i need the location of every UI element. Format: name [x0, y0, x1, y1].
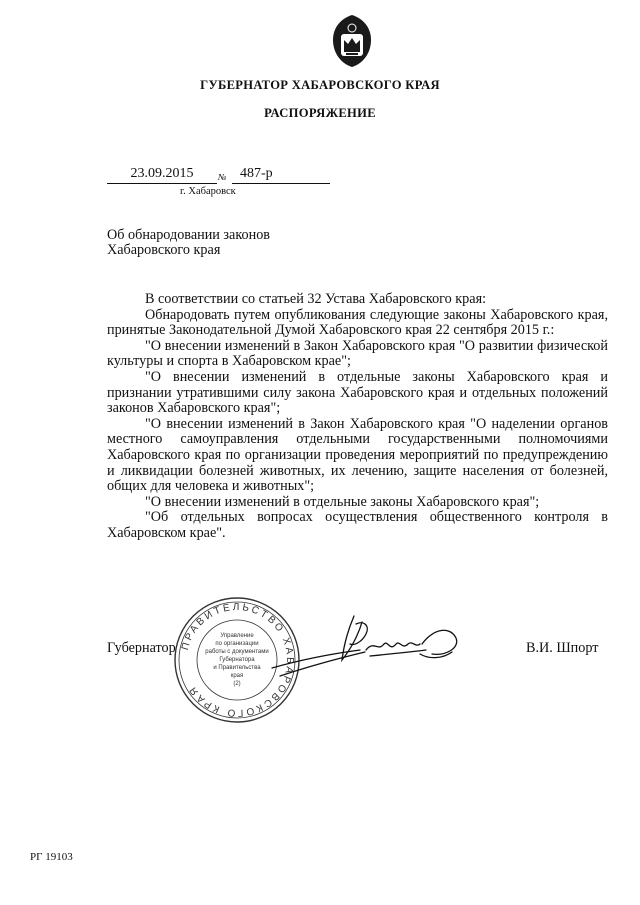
seal-inner-line: и Правительства [213, 665, 261, 671]
body-paragraph: "О внесении изменений в Закон Хабаровского края "О развитии физической культуры и спорта в Хабаровском крае"; [107, 337, 608, 370]
body-paragraph: В соответствии со статьей 32 Устава Хабаровского края: [145, 291, 487, 307]
document-city: г. Хабаровск [180, 186, 236, 197]
seal-inner-line: Управление [220, 633, 254, 639]
seal-inner-line: (2) [233, 681, 241, 687]
seal-inner-line: Губернатора [219, 657, 255, 663]
body-paragraph: "О внесении изменений в отдельные законы Хабаровского края и признании утратившими силу закона Хабаровского края и отдельных положений законов Хабаровского края"; [107, 368, 608, 417]
signatory-position: Губернатор [107, 640, 176, 656]
subject-line: Об обнародовании законов [107, 227, 270, 243]
document-body [107, 292, 608, 542]
seal-inner-line: по организации [215, 641, 259, 647]
document-date: 23.09.2015 [107, 166, 217, 184]
seal-ring-text: ПРАВИТЕЛЬСТВО ХАБАРОВСКОГО КРАЯ [179, 601, 296, 719]
body-paragraph: "О внесении изменений в отдельные законы Хабаровского края"; [145, 493, 540, 510]
subject-line: Хабаровского края [107, 242, 221, 258]
handwritten-signature-icon [270, 610, 470, 690]
footer-code: РГ 19103 [30, 851, 73, 863]
document-type-heading: РАСПОРЯЖЕНИЕ [264, 106, 376, 120]
body-paragraph: "Об отдельных вопросах осуществления общественного контроля в Хабаровском крае". [107, 509, 608, 541]
seal-inner-line: края [230, 673, 244, 679]
body-paragraph: Обнародовать путем опубликования следующие законы Хабаровского края, принятые Законодательной Думой Хабаровского края 22 сентября 2015 г.: [107, 306, 608, 339]
authority-heading: ГУБЕРНАТОР ХАБАРОВСКОГО КРАЯ [200, 78, 440, 92]
number-label: № [218, 172, 227, 182]
coat-of-arms-icon [330, 14, 374, 68]
seal-inner-line: работы с документами [205, 649, 269, 655]
document-subject [107, 228, 367, 258]
body-paragraph: "О внесении изменений в Закон Хабаровского края "О наделении органов местного самоуправления отдельными государственными полномочиями Хабаровского края по организации проведения мероприятий по предупреждению и ликвидации болезней животных, их лечению, защите населения от болезней, общих для человека и животных"; [107, 415, 608, 495]
document-number: 487-р [232, 166, 330, 184]
signatory-name: В.И. Шпорт [526, 640, 599, 656]
